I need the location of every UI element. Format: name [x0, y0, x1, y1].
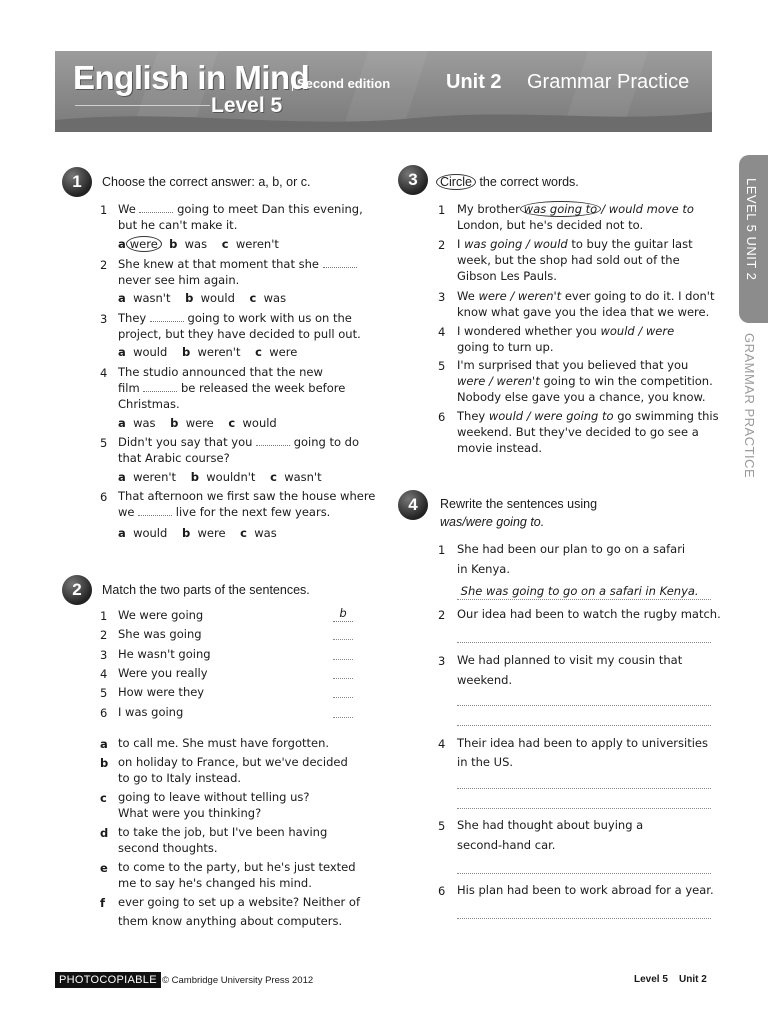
- ex1-item-4-line2: film be released the week before: [118, 381, 346, 395]
- unit-label: Unit 2: [446, 71, 502, 93]
- ex1-item-1-line2: but he can't make it.: [118, 218, 238, 232]
- ex4-answer-line-6[interactable]: [457, 917, 711, 919]
- match-answer-5[interactable]: [333, 696, 353, 698]
- ex4-item-3-line2: weekend.: [457, 673, 513, 687]
- ex4-answer-line-3b[interactable]: [457, 724, 711, 726]
- copyright-notice: © Cambridge University Press 2012: [162, 975, 314, 986]
- ex3-item-3-line1[interactable]: We were / weren't ever going to do it. I don't: [457, 289, 715, 303]
- ex4-item-3-line1: We had planned to visit my cousin that: [457, 653, 683, 667]
- match-answer-3[interactable]: [333, 658, 353, 660]
- ex3-item-6-line1[interactable]: They would / were going to go swimming this: [457, 409, 719, 423]
- exercise-3-badge: 3: [398, 165, 428, 195]
- ex4-item-4-line2: in the US.: [457, 755, 514, 769]
- match-left-2: She was going: [118, 627, 202, 641]
- circled-answer: were: [126, 236, 162, 252]
- ex4-answer-line-5[interactable]: [457, 872, 711, 874]
- ex3-item-1-line1[interactable]: My brother was going to / would move to: [457, 202, 694, 216]
- match-right-e-line1: to come to the party, but he's just texted: [118, 860, 356, 874]
- brand-title: English in Mind: [73, 59, 310, 96]
- ex1-item-1-line1: We going to meet Dan this evening,: [118, 202, 363, 216]
- match-right-f-line1: ever going to set up a website? Neither of: [118, 895, 361, 909]
- ex4-item-1-line1: She had been our plan to go on a safari: [457, 542, 686, 556]
- photocopiable-badge: PHOTOCOPIABLE: [55, 972, 161, 988]
- match-right-b-line1: on holiday to France, but we've decided: [118, 755, 348, 769]
- banner-wave-decoration: [55, 106, 712, 132]
- match-right-a: to call me. She must have forgotten.: [118, 736, 330, 750]
- ex3-item-4-line1[interactable]: I wondered whether you would / were: [457, 324, 675, 338]
- ex4-answer-line-4a[interactable]: [457, 787, 711, 789]
- ex4-item-5-line2: second-hand car.: [457, 838, 556, 852]
- ex1-item-4-line3: Christmas.: [118, 397, 180, 411]
- ex1-item-4-options[interactable]: a was b were c would: [118, 416, 277, 430]
- match-right-d-line2: second thoughts.: [118, 841, 218, 855]
- match-answer-4[interactable]: [333, 677, 353, 679]
- exercise-2-badge: 2: [62, 575, 92, 605]
- ex3-item-4-line2: going to turn up.: [457, 340, 554, 354]
- ex1-item-number: 1: [100, 203, 108, 217]
- ex1-item-2-line1: She knew at that moment that she: [118, 256, 357, 272]
- ex1-item-5-options[interactable]: a weren't b wouldn't c wasn't: [118, 470, 322, 484]
- match-answer-6[interactable]: [333, 716, 353, 718]
- page-title: Grammar Practice: [527, 71, 690, 93]
- ex1-item-3-line1: They going to work with us on the: [118, 311, 352, 325]
- ex4-answer-line-2[interactable]: [457, 641, 711, 643]
- ex3-item-6-line2: weekend. But they've decided to go see a: [457, 425, 699, 439]
- circled-answer: was going to: [520, 201, 601, 217]
- match-answer-1[interactable]: b: [333, 605, 353, 622]
- ex4-answer-line-3a[interactable]: [457, 704, 711, 706]
- footer-level-unit: Level 5 Unit 2: [634, 974, 707, 985]
- ex3-item-2-line3: Gibson Les Pauls.: [457, 269, 557, 283]
- level-label: Level 5: [211, 94, 283, 117]
- ex4-example-answer[interactable]: She was going to go on a safari in Kenya.: [457, 583, 711, 600]
- match-left-1: We were going: [118, 608, 204, 622]
- ex4-answer-line-4b[interactable]: [457, 807, 711, 809]
- match-right-c-line1: going to leave without telling us?: [118, 790, 310, 804]
- ex3-item-5-line1: I'm surprised that you believed that you: [457, 358, 689, 372]
- ex4-item-4-line1: Their idea had been to apply to universities: [457, 736, 708, 750]
- ex4-item-2-line1: Our idea had been to watch the rugby match.: [457, 607, 721, 621]
- ex1-item-3-options[interactable]: a would b weren't c were: [118, 345, 298, 359]
- exercise-4-badge: 4: [398, 490, 428, 520]
- match-right-b-line2: to go to Italy instead.: [118, 771, 242, 785]
- ex1-item-2-line2: never see him again.: [118, 273, 240, 287]
- ex1-item-3-line2: project, but they have decided to pull out.: [118, 327, 361, 341]
- exercise-4-instruction-line1: Rewrite the sentences using: [440, 497, 598, 511]
- ex4-item-1-line2: in Kenya.: [457, 562, 510, 576]
- exercise-4-instruction-line2: was/were going to.: [440, 515, 545, 529]
- ex3-item-2-line2: week, but the shop had sold out of the: [457, 253, 680, 267]
- exercise-2-instruction: Match the two parts of the sentences.: [102, 583, 310, 597]
- match-right-d-line1: to take the job, but I've been having: [118, 825, 328, 839]
- match-left-4: Were you really: [118, 666, 208, 680]
- exercise-3-instruction: Circle the correct words.: [436, 175, 579, 189]
- match-right-e-line2: me to say he's changed his mind.: [118, 876, 312, 890]
- match-left-3: He wasn't going: [118, 647, 211, 661]
- ex3-item-6-line3: movie instead.: [457, 441, 543, 455]
- exercise-1-badge: 1: [62, 167, 92, 197]
- match-answer-2[interactable]: [333, 638, 353, 640]
- match-right-c-line2: What were you thinking?: [118, 806, 262, 820]
- ex3-item-2-line1[interactable]: I was going / would to buy the guitar last: [457, 237, 693, 251]
- match-right-f-line2: them know anything about computers.: [118, 914, 343, 928]
- ex1-item-1-options[interactable]: a were b was c weren't: [118, 237, 279, 251]
- exercise-1-instruction: Choose the correct answer: a, b, or c.: [102, 175, 311, 189]
- ex4-item-5-line1: She had thought about buying a: [457, 818, 644, 832]
- side-section-label: GRAMMAR PRACTICE: [742, 333, 757, 479]
- edition-label: Second edition: [292, 76, 390, 91]
- ex1-item-2-options[interactable]: a wasn't b would c was: [118, 291, 287, 305]
- ex1-item-6-options[interactable]: a would b were c was: [118, 526, 277, 540]
- ex1-item-5-line2: that Arabic course?: [118, 451, 230, 465]
- ex3-item-5-line3: Nobody else gave you a chance, you know.: [457, 390, 706, 404]
- ex3-item-3-line2: know what gave you the idea that we were.: [457, 305, 710, 319]
- ex1-item-6-line2: we live for the next few years.: [118, 505, 331, 519]
- ex1-item-6-line1: That afternoon we first saw the house where: [118, 489, 376, 503]
- ex3-item-5-line2[interactable]: were / weren't going to win the competition.: [457, 374, 713, 388]
- ex1-item-4-line1: The studio announced that the new: [118, 365, 323, 379]
- ex4-item-6-line1: His plan had been to work abroad for a year.: [457, 883, 714, 897]
- ex3-item-1-line2: London, but he's decided not to.: [457, 218, 644, 232]
- match-left-6: I was going: [118, 705, 184, 719]
- side-tab-label: LEVEL 5 UNIT 2: [744, 178, 759, 281]
- header-banner: [55, 51, 712, 132]
- ex1-item-5-line1: Didn't you say that you going to do: [118, 435, 360, 449]
- match-left-5: How were they: [118, 685, 205, 699]
